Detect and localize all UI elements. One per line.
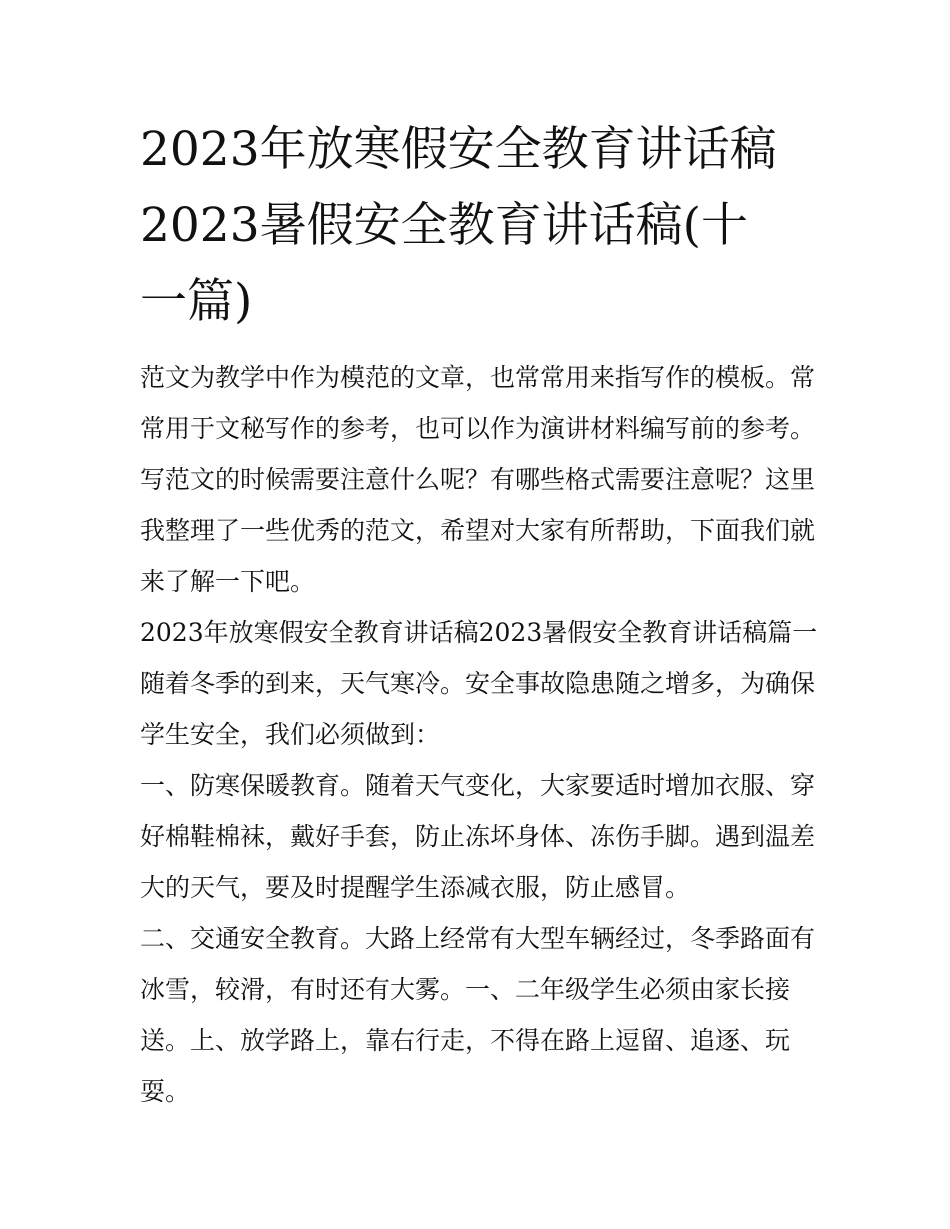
paragraph-point-one: 一、防寒保暖教育。随着天气变化，大家要适时增加衣服、穿 好棉鞋棉袜，戴好手套，防止冻坏身体、冻伤手脚。遇到温差 大的天气，要及时提醒学生添减衣服，防止感冒。 — [140, 771, 816, 902]
paragraph-intro: 范文为教学中作为模范的文章，也常常用来指写作的模板。常 常用于文秘写作的参考，也可以作为演讲材料编写前的参考。 写范文的时候需要注意什么呢？有哪些格式需要注意呢？这里 我整理了一些优秀的范文，希望对大家有所帮助，下面我们就 来了解一下吧。 — [140, 363, 816, 596]
document-body — [140, 352, 820, 1117]
document-title: 2023年放寒假安全教育讲话稿 2023暑假安全教育讲话稿(十 一篇) — [140, 122, 777, 329]
paragraph-point-two: 二、交通安全教育。大路上经常有大型车辆经过，冬季路面有 冰雪，较滑，有时还有大雾。一、二年级学生必须由家长接 送。上、放学路上，靠右行走，不得在路上逗留、追逐、玩 耍。 — [140, 924, 816, 1106]
paragraph-opening: 随着冬季的到来，天气寒冷。安全事故隐患随之增多，为确保 学生安全，我们必须做到： — [140, 669, 816, 749]
paragraph-section-heading: 2023年放寒假安全教育讲话稿2023暑假安全教育讲话稿篇一 — [140, 618, 818, 647]
